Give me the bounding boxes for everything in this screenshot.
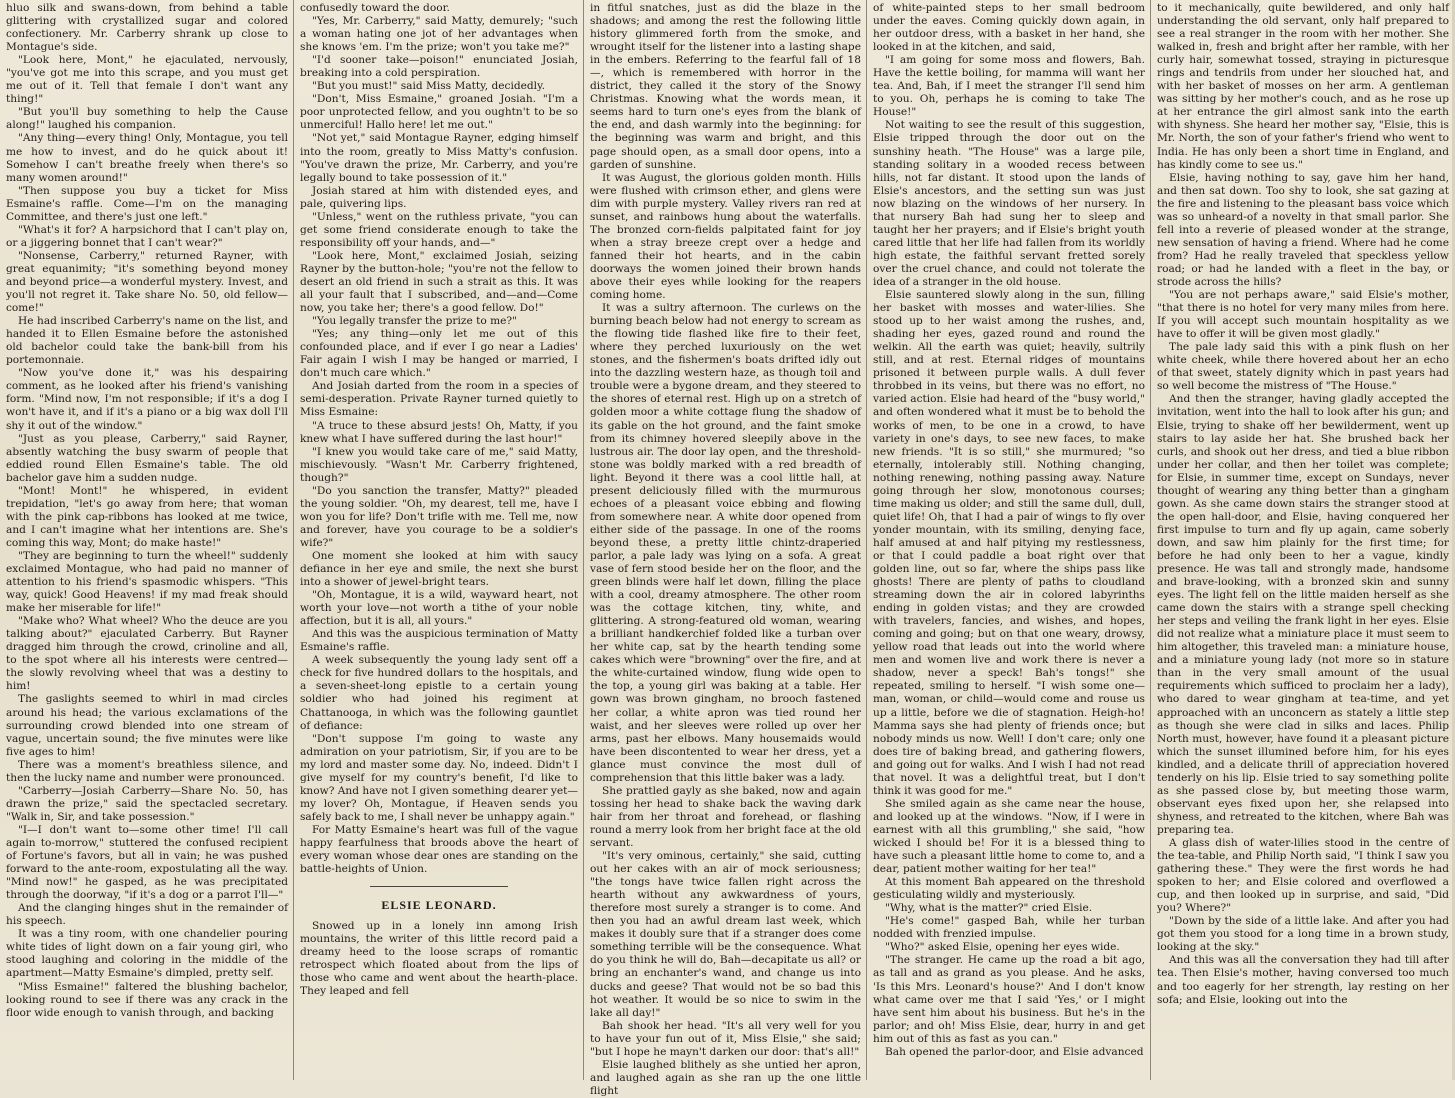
paragraph: "I—I don't want to—some other time! I'll call again to-morrow," stuttered the confused recipient of Fortune's favors, but all in vain; he was pushed forward to the ante-room, expostulating all the way. "Mind now!" he gasped, as he was precipitated through the doorway, "if it's a dog or a parrot I'll—" bbox=[6, 823, 288, 902]
paragraph: "A truce to these absurd jests! Oh, Matty, if you knew what I have suffered during the last hour!" bbox=[300, 419, 578, 445]
paragraph: "But you'll buy something to help the Cause along!" laughed his companion. bbox=[6, 106, 288, 132]
paragraph: "Who?" asked Elsie, opening her eyes wide. bbox=[885, 941, 1120, 954]
paragraph: Josiah stared at him with distended eyes, and pale, quivering lips. bbox=[300, 184, 578, 210]
paragraph: Elsie sauntered slowly along in the sun, filling her basket with mosses and water-lilies. She stood up to her waist among the rushes, and, shading her eyes, gazed round and round the welkin. All the earth was quiet; heavily, sultrily still, and at rest. Eternal ridges of mountains prisoned it between purple walls. A dull fever throbbed in its veins, but there was no effort, no varied action. Elsie had heard of the "busy world," and often wondered what it must be to behold the works of men, to be one in a crowd, to have variety in one's days, to see new faces, to make new friends. "It is so still," she murmured; "so eternally, intolerably still. Nothing changing, nothing renewing, nothing passing away. Nature going through her slow, monotonous courses; time making us older; and still the same dull, dull, quiet life! Oh, that I had a pair of wings to fly over yonder mountain, with its smiling, denying face, half amused at and half pitying my restlessness, or that I could paddle a boat right over that golden line, out so far, where the ships pass like ghosts! There are plenty of paths to cloudland streaming down the air in colored labyrinths ending in golden vistas; and they are crowded with travelers, fancies, and wishes, and hopes, coming and going; but on that one weary, drowsy, yellow road that leads out into the world where men and women live and work there is never a shadow, never a speck! Bah's tongs!" she repeated, smiling to herself. "I wish some one—man, woman, or child—would come and rouse us up a little, before we die of stagnation. Heigh-ho! Mamma says she had plenty of friends once; but nobody minds us now. Well! I don't care; only one does tire of baking bread, and gathering flowers, and going out for walks. And I wish I had not read that novel. It was a delightful treat, but I don't think it was good for me." bbox=[873, 289, 1145, 797]
story-heading: ELSIE LEONARD. bbox=[381, 898, 497, 913]
paragraph: "Oh, Montague, it is a wild, wayward heart, not worth your love—not worth a tithe of your noble affection, but it is all, all yours." bbox=[300, 589, 578, 628]
paragraph: "Make who? What wheel? Who the deuce are you talking about?" ejaculated Carberry. But Rayner dragged him through the crowd, crinoline and all, to the spot where all his interests were centred—the slowly revolving wheel that was a destiny to him! bbox=[6, 615, 288, 693]
paragraph: "Any thing—every thing! Only, Montague, you tell me how to invest, and do he quick about it! Somehow I can't breathe freely when there's so many women around!" bbox=[6, 132, 288, 184]
paragraph: "Then suppose you buy a ticket for Miss Esmaine's raffle. Come—I'm on the managing Committee, and there's just one left." bbox=[6, 184, 288, 223]
paragraph: Snowed up in a lonely inn among Irish mountains, the writer of this little record paid a dreamy heed to the loose scraps of romantic retrospect which floated about from the lips of those who came and went about the hearth-place. They leaped and fell bbox=[300, 920, 578, 998]
paragraph: "Nonsense, Carberry," returned Rayner, with great equanimity; "it's something beyond money and beyond price—a wonderful mystery. Invest, and you'll not regret it. Take share No. 50, old fellow—come!" bbox=[6, 249, 288, 315]
paragraph: hluo silk and swans-down, from behind a table glittering with crystallized sugar and colored confectionery. Mr. Carberry shrank up close to Montague's side. bbox=[6, 2, 288, 54]
paragraph: And then the stranger, having gladly accepted the invitation, went into the hall to look after his gun; and Elsie, trying to shake off her bewilderment, went up stairs to lay aside her hat. She brushed back her curls, and shook out her dress, and tied a blue ribbon under her collar, and then her toilet was complete; for Elsie, in summer time, except on Sundays, never thought of wearing any thing better than a gingham gown. As she came down stairs the stranger stood at the open hall-door, and Elsie, having conquered her first impulse to turn and fly up again, came soberly down, and saw him plainly for the first time; for before he had only been to her a vague, kindly presence. He was tall and strongly made, handsome and brave-looking, with a bronzed skin and sunny eyes. The light fell on the little maiden herself as she came down the stairs with a strange spell checking her steps and veiling the frank light in her eyes. Elsie did not realize what a miniature place it must seem to him altogether, this traveled man: a miniature house, and a miniature young lady (not more so in stature than in the very small amount of the usual requirements which sufficed to proclaim her a lady), who dared to wear gingham at tea-time, and yet approached with an unconcern as stately a little step as though she were clad in silks and laces. Philip North must, however, have found it a pleasant picture which the sunset illumined before him, for his eyes kindled, and a delicate thrill of appreciation hovered tenderly on his lip. Elsie tried to say something polite as she passed close by, but meeting those warm, observant eyes fixed upon her, she relapsed into shyness, and retreated to the kitchen, where Bah was preparing tea. bbox=[1157, 393, 1449, 836]
paragraph: "You are not perhaps aware," said Elsie's mother, "that there is no hotel for very many miles from here. If you will accept such mountain hospitality as we have to offer it will be given most gladly." bbox=[1157, 289, 1449, 341]
paragraph: "Unless," went on the ruthless private, "you can get some friend considerate enough to take the responsibility off your hands, and—" bbox=[300, 210, 578, 249]
paragraph: "He's come!" gasped Bah, while her turban nodded with frenzied impulse. bbox=[873, 915, 1145, 941]
paragraph: She prattled gayly as she baked, now and again tossing her head to shake back the waving dark hair from her throat and forehead, or flashing round a merry look from her bright face at the old servant. bbox=[590, 784, 861, 849]
paragraph: confusedly toward the door. bbox=[300, 2, 450, 14]
paragraph: "Down by the side of a little lake. And after you had got them you stood for a long time in a brown study, looking at the sky." bbox=[1157, 915, 1449, 954]
paragraph: A week subsequently the young lady sent off a check for five hundred dollars to the hospitals, and a seven-sheet-long epistle to a certain young soldier who had joined his regiment at Chattanooga, in which was the following gauntlet of defiance: bbox=[300, 654, 578, 732]
paragraph: "Now you've done it," was his despairing comment, as he looked after his friend's vanishing form. "Mind now, I'm not responsible; if it's a dog I won't have it, and if it's a piano or a big wax doll I'll shy it out of the window." bbox=[6, 367, 288, 432]
paragraph: "Why, what is the matter?" cried Elsie. bbox=[885, 902, 1093, 915]
paragraph: And the clanging hinges shut in the remainder of his speech. bbox=[6, 902, 288, 928]
paragraph: Elsie, having nothing to say, gave him her hand, and then sat down. Too shy to look, she sat gazing at the fire and listening to the pleasant bass voice which was so unheard-of a novelty in that small parlor. She fell into a reverie of pleased wonder at the strange, new sensation of having a friend. Where had he come from? Had he really traveled that speckless yellow road; or had he landed with a fleet in the bay, or strode across the hills? bbox=[1157, 171, 1449, 288]
paragraph: "Do you sanction the transfer, Matty?" pleaded the young soldier. "Oh, my dearest, tell me, have I won you for life? Don't trifle with me. Tell me, now and forever, have you courage to be a soldier's wife?" bbox=[300, 484, 578, 549]
paragraph: It was August, the glorious golden month. Hills were flushed with crimson ether, and glens were dim with purple mystery. Valley rivers ran red at sunset, and rainbows hung about the waterfalls. The bronzed corn-fields palpitated faint for joy when a stray breeze crept over a hedge and fanned their hot hearts, and in the cabin doorways the women joined their brown hands above their eyes while looking for the reapers coming home. bbox=[590, 171, 861, 302]
paragraph: in fitful snatches, just as did the blaze in the shadows; and among the rest the following little history glimmered forth from the smoke, and wrought itself for the listener into a lasting shape in the embers. Referring to the fearful fall of 18—, which is remembered with horror in the district, they called it the story of the Snowy Christmas. Knowing what the words mean, it seems hard to turn one's eyes from the blank of the end, and dash warmly into the beginning: for the beginning was warm and bright, and this page should open, as a small door opens, into a garden of sunshine. bbox=[590, 2, 861, 171]
paragraph: "It's very ominous, certainly," she said, cutting out her cakes with an air of mock seriousness; "the tongs have twice fallen right across the hearth without any awkwardness of yours, therefore most surely a stranger is to come. And then you had an awful dream last week, which makes it doubly sure that if a stranger does come something terrible will be the consequence. What do you think he will do, Bah—decapitate us all? or bring an enchanter's wand, and change us into ducks and geese? That would not be so bad this hot weather. It would be so nice to swim in the lake all day!" bbox=[590, 850, 861, 1019]
paragraph: He had inscribed Carberry's name on the list, and handed it to Ellen Esmaine before the astonished old bachelor could take the bank-bill from his portemonnaie. bbox=[6, 315, 288, 367]
paragraph: A glass dish of water-lilies stood in the centre of the tea-table, and Philip North said, "I think I saw you gathering these." They were the first words he had spoken to her; and Elsie colored and overflowed a cup, and then looked up in surprise, and said, "Did you? Where?" bbox=[1157, 837, 1449, 915]
paragraph: "Yes; any thing—only let me out of this confounded place, and if ever I go near a Ladies' Fair again I wish I may be hanged or married, I don't much care which." bbox=[300, 328, 578, 380]
paragraph: There was a moment's breathless silence, and then the lucky name and number were pronounced. bbox=[6, 758, 288, 784]
paragraph: For Matty Esmaine's heart was full of the vague happy fearfulness that broods above the heart of every woman whose dear ones are standing on the battle-heights of Union. bbox=[300, 823, 578, 876]
paragraph: She smiled again as she came near the house, and looked up at the windows. "Now, if I were in earnest with all this grumbling," she said, "how wicked I should be! For it is a blessed thing to have such a pleasant little home to come to, and a dear, patient mother waiting for her tea!" bbox=[873, 797, 1145, 876]
paragraph: "What's it for? A harpsichord that I can't play on, or a jiggering bonnet that I can't wear?" bbox=[6, 223, 288, 249]
paragraph: And this was the auspicious termination of Matty Esmaine's raffle. bbox=[300, 628, 578, 654]
section-divider bbox=[370, 886, 508, 887]
paragraph: "You legally transfer the prize to me?" bbox=[312, 315, 517, 328]
paragraph: of white-painted steps to her small bedroom under the eaves. Coming quickly down again, in her outdoor dress, with a basket in her hand, she looked in at the kitchen, and said, bbox=[873, 2, 1145, 54]
paragraph: "I am going for some moss and flowers, Bah. Have the kettle boiling, for mamma will want her tea. And, Bah, if I meet the stranger I'll send him to you. Oh, perhaps he is coming to take The House!" bbox=[873, 54, 1145, 119]
paragraph: One moment she looked at him with saucy defiance in her eye and smile, the next she burst into a shower of jewel-bright tears. bbox=[300, 549, 578, 589]
paragraph: And Josiah darted from the room in a species of semi-desperation. Private Rayner turned quietly to Miss Esmaine: bbox=[300, 380, 578, 419]
paragraph: And this was all the conversation they had till after tea. Then Elsie's mother, having conversed too much and too eagerly for her strength, lay resting on her sofa; and Elsie, looking out into the bbox=[1157, 954, 1449, 1006]
column-5 bbox=[1151, 0, 1455, 1080]
paragraph: Bah shook her head. "It's all very well for you to have your fun out of it, Miss Elsie," she said; "but I hope he mayn't darken our door: that's all!" bbox=[590, 1019, 861, 1058]
paragraph: "Carberry—Josiah Carberry—Share No. 50, has drawn the prize," said the spectacled secretary. "Walk in, Sir, and take possession." bbox=[6, 784, 288, 823]
paragraph: "The stranger. He came up the road a bit ago, as tall and as grand as you please. And he asks, 'Is this Mrs. Leonard's house?' And I don't know what came over me that I said 'Yes,' or I might have sent him about his business. But he's in the parlor; and oh! Miss Elsie, dear, hurry in and get him out of this as fast as you can." bbox=[873, 954, 1145, 1045]
paragraph: "Look here, Mont," exclaimed Josiah, seizing Rayner by the button-hole; "you're not the fellow to desert an old friend in such a strait as this. It was all your fault that I subscribed, and—and—Come now, you take her; there's a good fellow. Do!" bbox=[300, 249, 578, 315]
paragraph: At this moment Bah appeared on the threshold gesticulating wildly and mysteriously. bbox=[873, 876, 1145, 902]
paragraph: The pale lady said this with a pink flush on her white cheek, while there hovered about her an echo of that sweet, stately dignity which in past years had so well become the mistress of "The House." bbox=[1157, 341, 1449, 393]
paragraph: "Don't, Miss Esmaine," groaned Josiah. "I'm a poor unprotected fellow, and you oughtn't to be so unmerciful! Hallo here! let me out." bbox=[300, 93, 578, 132]
paragraph: "Mont! Mont!" he whispered, in evident trepidation, "let's go away from here; that woman with the pink cap-ribbons has looked at me twice, and I can't imagine what her intentions are. She's coming this way, Mont; do make haste!" bbox=[6, 484, 288, 549]
paragraph: "Yes, Mr. Carberry," said Matty, demurely; "such a woman hating one jot of her advantages when she knows 'em. I'm the prize; won't you take me?" bbox=[300, 15, 578, 54]
paragraph: The gaslights seemed to whirl in mad circles around his head; the various exclamations of the surrounding crowd blended into one stream of vague, uncertain sound; the five minutes were like five ages to him! bbox=[6, 693, 288, 758]
paragraph: "Not yet," said Montague Rayner, edging himself into the room, greatly to Miss Matty's confusion. "You've drawn the prize, Mr. Carberry, and you're legally bound to take possession of it." bbox=[300, 132, 578, 184]
paragraph: "Just as you please, Carberry," said Rayner, absently watching the busy swarm of people that eddied round Ellen Esmaine's table. The old bachelor gave him a sudden nudge. bbox=[6, 432, 288, 484]
paragraph: "Miss Esmaine!" faltered the blushing bachelor, looking round to see if there was any crack in the floor wide enough to vanish through, and backing bbox=[6, 980, 288, 1019]
column-3 bbox=[584, 0, 867, 1097]
paragraph: to it mechanically, quite bewildered, and only half understanding the old servant, only half prepared to see a real stranger in the room with her mother. She walked in, fresh and bright after her ramble, with her curly hair, somewhat tossed, straying in picturesque rings and tendrils from under her slouched hat, and with her basket of mosses on her arm. A gentleman was sitting by her mother's couch, and as he rose up at her entrance the girl almost sank into the earth with shyness. She heard her mother say, "Elsie, this is Mr. North, the son of your father's friend who went to India. He has only been a short time in England, and has kindly come to see us." bbox=[1157, 2, 1449, 171]
paragraph: Bah opened the parlor-door, and Elsie advanced bbox=[885, 1045, 1144, 1058]
paragraph: It was a tiny room, with one chandelier pouring white tides of light down on a fair young girl, who stood laughing and coloring in the middle of the apartment—Matty Esmaine's dimpled, pretty self. bbox=[6, 928, 288, 980]
paragraph: "Look here, Mont," he ejaculated, nervously, "you've got me into this scrape, and you must get me out of it. Tell that female I don't want any thing!" bbox=[6, 54, 288, 106]
paragraph: It was a sultry afternoon. The curlews on the burning beach below had not energy to scream as the flowing tide flashed like fire to their feet, where they perched luxuriously on the wet stones, and the fishermen's boats drifted idly out into the dazzling western haze, as though toil and trouble were a bygone dream, and they steered to the shores of eternal rest. High up on a stretch of golden moor a white cottage flung the shadow of its gable on the hot ground, and the faint smoke from its chimney hovered sleepily above in the lustrous air. The door lay open, and the threshold-stone was boldly marked with a red breadth of light. Beyond it there was a cool little hall, at present deliciously filled with the murmurous echoes of a pleasant voice ebbing and flowing from somewhere near. A white door opened from either side of the passage. In one of the rooms beyond these, a pretty little chintz-draperied parlor, a pale lady was lying on a sofa. A great vase of fern stood beside her on the floor, and the green blinds were half let down, filling the place with a cool, dreamy atmosphere. The other room was the cottage kitchen, tiny, white, and glittering. A strong-featured old woman, wearing a brilliant handkerchief folded like a turban over her white cap, sat by the hearth tending some cakes which were "browning" over the fire, and at the white-curtained window, flung wide open to the top, a young girl was baking at a table. Her gown was brown gingham, no brooch fastened her collar, a white apron was tied round her waist, and her sleeves were rolled up over her arms, past her elbows. Many housemaids would have been discontented to wear her dress, yet a glance must convince the most dull of comprehension that this little baker was a lady. bbox=[590, 302, 861, 784]
paragraph: Not waiting to see the result of this suggestion, Elsie tripped through the door out on the sunshiny heath. "The House" was a large pile, standing solitary in a wooded recess between hills, not far distant. It stood upon the lands of Elsie's ancestors, and the setting sun was just now blazing on the windows of her nursery. In that nursery Bah had sung her to sleep and taught her her prayers; and if Elsie's bright youth cared little that her life had fallen from its worldly high estate, the faithful servant fretted sorely over the cruel chance, and could not tolerate the idea of a stranger in the old house. bbox=[873, 119, 1145, 288]
paragraph: "They are beginning to turn the wheel!" suddenly exclaimed Montague, who had paid no manner of attention to his friend's spasmodic whispers. "This way, quick! Good Heavens! if my mad freak should make her miserable for life!" bbox=[6, 549, 288, 615]
column-1 bbox=[0, 0, 294, 1080]
column-4 bbox=[867, 0, 1151, 1080]
column-2 bbox=[294, 0, 584, 1080]
paragraph: "Don't suppose I'm going to waste any admiration on your patriotism, Sir, if you are to be my lord and master some day. No, indeed. Didn't I give myself for my country's benefit, I'd like to know? And have not I given something dearer yet—my lover? Oh, Montague, if Heaven sends you safely back to me, I shall never be unhappy again." bbox=[300, 732, 578, 823]
paragraph: "I'd sooner take—poison!" enunciated Josiah, breaking into a cold perspiration. bbox=[300, 54, 578, 80]
paragraph: "I knew you would take care of me," said Matty, mischievously. "Wasn't Mr. Carberry frightened, though?" bbox=[300, 445, 578, 484]
paragraph: "But you must!" said Miss Matty, decidedly. bbox=[312, 80, 546, 93]
paragraph: Elsie laughed blithely as she untied her apron, and laughed again as she ran up the one little flight bbox=[590, 1058, 861, 1097]
